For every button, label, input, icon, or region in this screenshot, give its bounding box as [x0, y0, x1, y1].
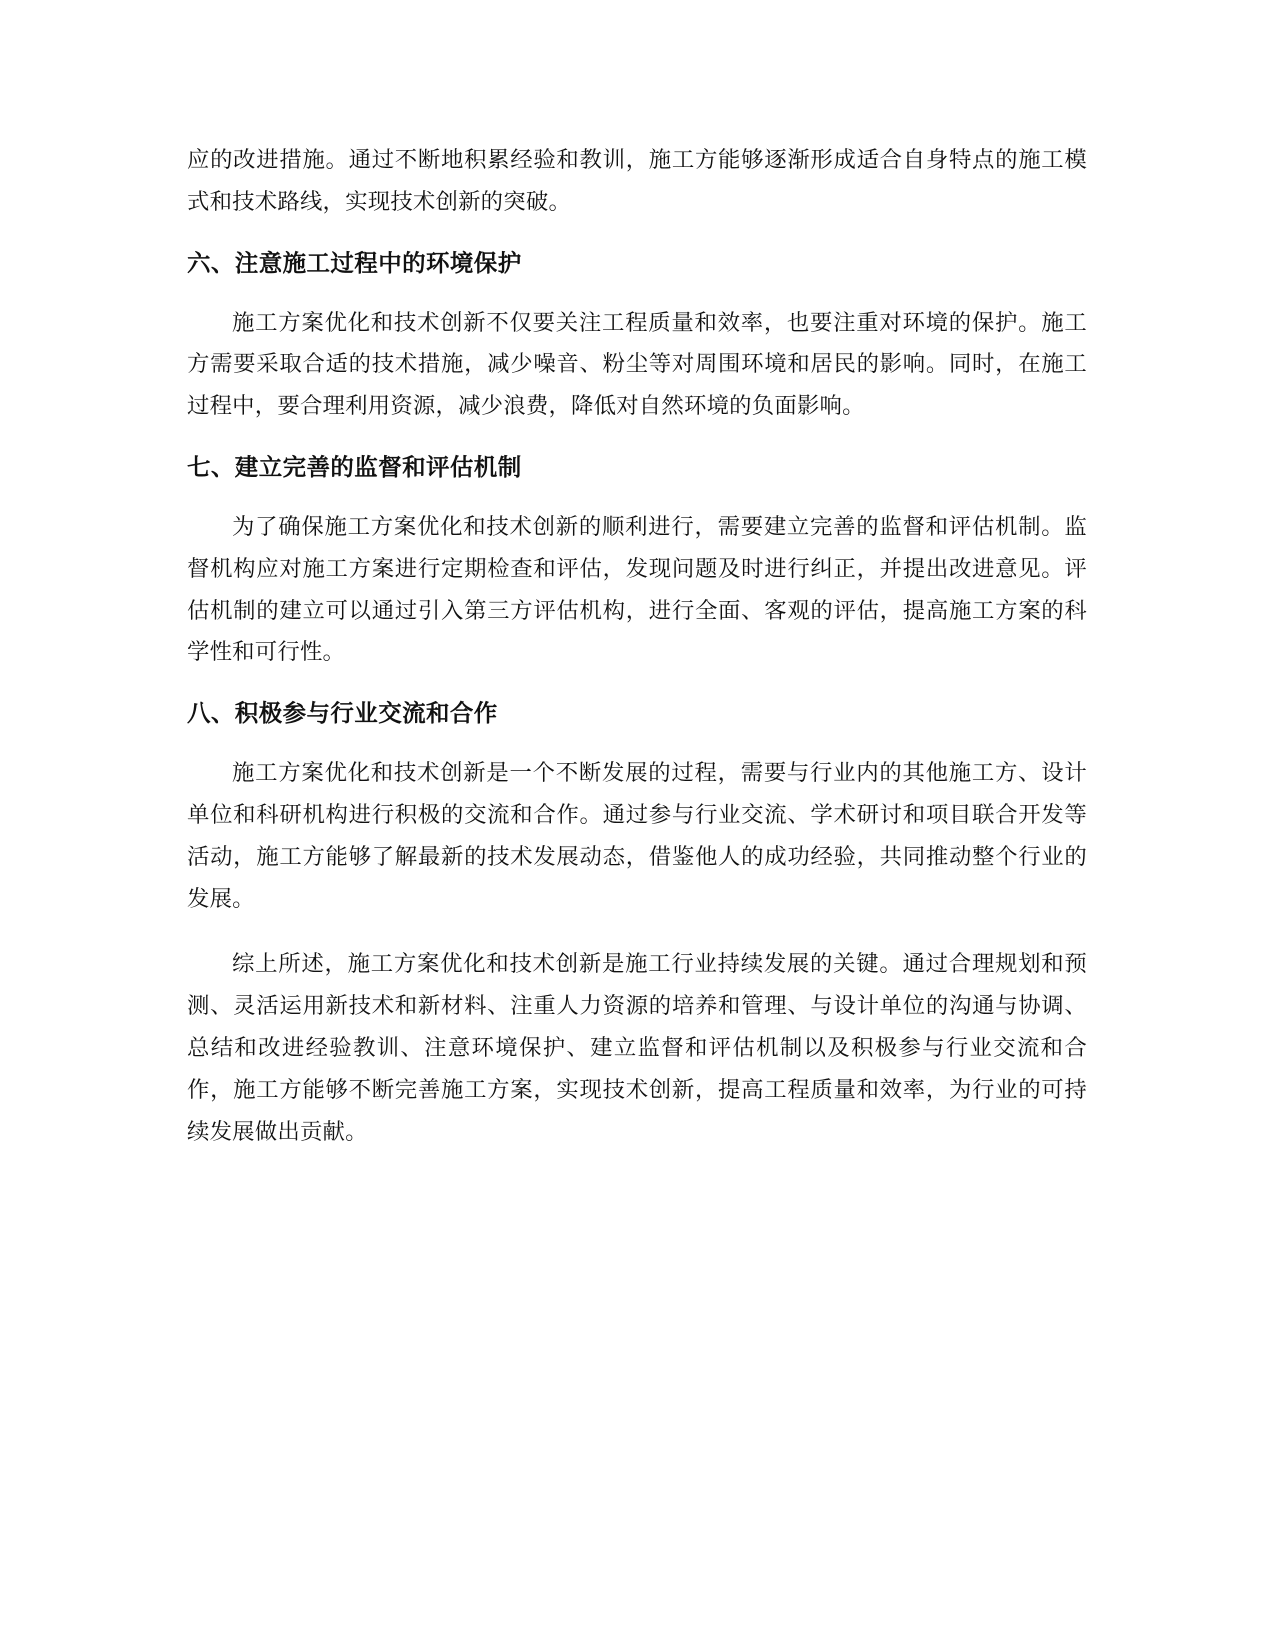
paragraph-continued-intro: 应的改进措施。通过不断地积累经验和教训，施工方能够逐渐形成适合自身特点的施工模式和技术路线，实现技术创新的突破。 — [187, 147, 1087, 215]
document-body — [187, 140, 1087, 1153]
paragraph-section-7: 为了确保施工方案优化和技术创新的顺利进行，需要建立完善的监督和评估机制。监督机构应对施工方案进行定期检查和评估，发现问题及时进行纠正，并提出改进意见。评估机制的建立可以通过引入第三方评估机构，进行全面、客观的评估，提高施工方案的科学性和可行性。 — [187, 513, 1087, 666]
section-heading-7: 七、建立完善的监督和评估机制 — [187, 452, 522, 481]
paragraph-section-8: 施工方案优化和技术创新是一个不断发展的过程，需要与行业内的其他施工方、设计单位和科研机构进行积极的交流和合作。通过参与行业交流、学术研讨和项目联合开发等活动，施工方能够了解最新的技术发展动态，借鉴他人的成功经验，共同推动整个行业的发展。 — [187, 760, 1087, 912]
section-heading-8: 八、积极参与行业交流和合作 — [187, 699, 498, 728]
section-heading-6: 六、注意施工过程中的环境保护 — [187, 248, 522, 277]
paragraph-conclusion: 综上所述，施工方案优化和技术创新是施工行业持续发展的关键。通过合理规划和预测、灵活运用新技术和新材料、注重人力资源的培养和管理、与设计单位的沟通与协调、总结和改进经验教训、注意环境保护、建立监督和评估机制以及积极参与行业交流和合作，施工方能够不断完善施工方案，实现技术创新，提高工程质量和效率，为行业的可持续发展做出贡献。 — [187, 951, 1087, 1145]
paragraph-section-6: 施工方案优化和技术创新不仅要关注工程质量和效率，也要注重对环境的保护。施工方需要采取合适的技术措施，减少噪音、粉尘等对周围环境和居民的影响。同时，在施工过程中，要合理利用资源，减少浪费，降低对自然环境的负面影响。 — [187, 309, 1087, 420]
